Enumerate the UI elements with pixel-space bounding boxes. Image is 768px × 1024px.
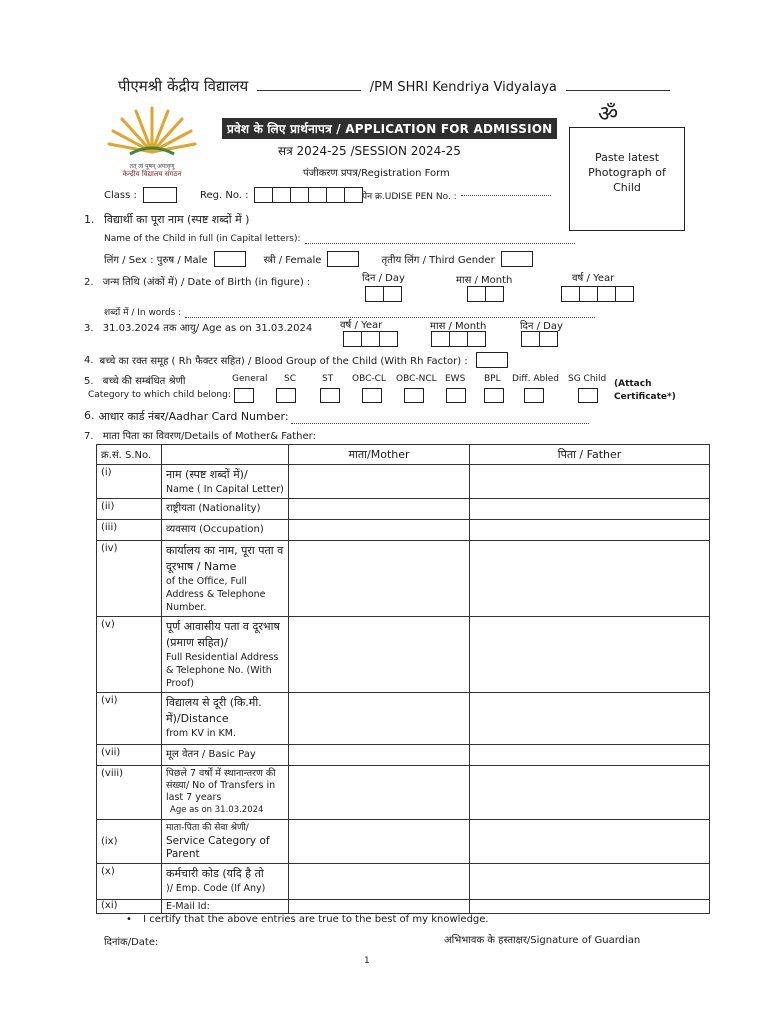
pen-label: पेन क्र.UDISE PEN No. : [362, 192, 457, 202]
category-sc-label: SC [284, 374, 296, 384]
father-name-cell[interactable] [470, 465, 710, 499]
row-label-en: )/ Emp. Code (If Any) [166, 883, 266, 894]
table-row [97, 900, 710, 914]
row-label-en: Service Category of Parent [166, 835, 270, 860]
female-checkbox[interactable] [327, 251, 359, 267]
row-label-hi: पिछले 7 वर्षों में स्थानान्तरण की संख्या/ No of Transfers in last 7 years [166, 768, 276, 803]
row-sno: (xi) [97, 900, 162, 914]
mother-service-cell[interactable] [289, 820, 470, 864]
mother-name-cell[interactable] [289, 465, 470, 499]
mother-address-cell[interactable] [289, 617, 470, 693]
row-label-hi: राष्ट्रीयता (Nationality) [166, 503, 261, 514]
category-diff-abled-label: Diff. Abled [512, 374, 559, 384]
father-service-cell[interactable] [470, 820, 710, 864]
q7-label [84, 428, 316, 442]
reg-label: Reg. No. : [200, 189, 249, 201]
table-row [97, 617, 710, 693]
row-label-en: of the Office, Full Address & Telephone Number. [166, 576, 266, 613]
pen-input[interactable] [461, 195, 551, 196]
sex-male-label: लिंग / Sex : पुरुष / Male [104, 255, 208, 266]
blood-group-input[interactable] [476, 352, 508, 368]
child-name-input[interactable] [305, 234, 575, 244]
q4-field [84, 352, 508, 368]
logo-motto: तत् त्वं पूषन् अपावृणु [129, 163, 175, 170]
q5-label-en: Category to which child belong: [88, 390, 231, 400]
row-label-hi: कार्यालय का नाम, पूरा पता व दूरभाष / Name [166, 544, 284, 573]
aadhar-input[interactable] [291, 409, 589, 424]
q1-name-field [104, 234, 575, 244]
row-label [162, 693, 289, 745]
category-general-checkbox[interactable] [276, 388, 296, 403]
row-sno: (iv) [97, 541, 162, 617]
q2-num: 2. [84, 277, 94, 288]
reg-input[interactable] [255, 187, 363, 203]
table-row [97, 541, 710, 617]
category-obc-ncl-checkbox[interactable] [446, 388, 466, 403]
row-label [162, 820, 289, 864]
reg-field [200, 187, 363, 203]
row-sno: (ii) [97, 499, 162, 520]
q6-num: 6. [84, 409, 95, 422]
row-label [162, 900, 289, 914]
q3-label [84, 320, 312, 334]
row-sno: (x) [97, 864, 162, 900]
header-mother: माता/Mother [289, 445, 470, 465]
table-header-row [97, 445, 710, 465]
dob-day-input[interactable] [366, 286, 402, 302]
row-label-en: from KV in KM. [166, 728, 237, 739]
dob-words-input[interactable] [185, 305, 595, 318]
category-ews-label: EWS [445, 374, 466, 384]
header-title [118, 76, 670, 96]
q1-label-hi [84, 212, 249, 227]
row-sno: (i) [97, 465, 162, 499]
age-day-input[interactable] [522, 331, 558, 347]
q4-label: बच्चे का रक्त समूह ( Rh फैक्टर सहित) / Blood Group of the Child (With Rh Factor) : [99, 356, 468, 367]
table-row [97, 693, 710, 745]
mother-basic-pay-cell[interactable] [289, 745, 470, 766]
category-general-label: General [232, 374, 268, 384]
table-row [97, 745, 710, 766]
sun-emblem-icon [106, 104, 198, 158]
class-field [104, 187, 177, 203]
q7-label-text: माता पिता का विवरण/Details of Mother& Father: [102, 431, 316, 442]
dob-day-label: दिन / Day [362, 273, 405, 284]
father-basic-pay-cell[interactable] [470, 745, 710, 766]
signature-label: अभिभावक के हस्ताक्षर/Signature of Guardian [444, 935, 641, 946]
row-label [162, 499, 289, 520]
category-ews-checkbox[interactable] [484, 388, 504, 403]
row-label-hi: E-Mail Id: [166, 901, 210, 912]
row-label-hi: कर्मचारी कोड (यदि है तो [166, 867, 264, 880]
category-obc-ncl-label: OBC-NCL [396, 374, 437, 384]
father-distance-cell[interactable] [470, 693, 710, 745]
mother-transfers-cell[interactable] [289, 766, 470, 820]
header-sno: क्र.सं. S.No. [97, 445, 162, 465]
q3-label-text: 31.03.2024 तक आयु/ Age as on 31.03.2024 [102, 323, 313, 334]
q5-label-hi-text: बच्चे की सम्बंधित श्रेणी [102, 376, 186, 387]
category-sg-child-label: SG Child [568, 374, 607, 384]
father-emp-code-cell[interactable] [470, 864, 710, 900]
q7-num: 7. [84, 431, 94, 442]
row-label-hi: नाम (स्पष्ट शब्दों में)/ [166, 468, 248, 481]
certify-text: I certify that the above entries are true to the best of my knowledge. [143, 914, 489, 925]
category-bpl-label: BPL [484, 374, 501, 384]
row-sno: (vi) [97, 693, 162, 745]
third-gender-checkbox[interactable] [501, 251, 533, 267]
male-checkbox[interactable] [214, 251, 246, 267]
header-father: पिता / Father [470, 445, 710, 465]
age-year-input[interactable] [344, 331, 398, 347]
q6-field [84, 409, 589, 424]
q2-label [84, 274, 310, 288]
sex-field [104, 251, 533, 267]
row-sno: (iii) [97, 520, 162, 541]
q5-label-hi [84, 373, 185, 387]
pen-field [362, 189, 551, 202]
parent-details-table [96, 444, 710, 914]
table-row [97, 766, 710, 820]
row-label [162, 617, 289, 693]
q3-num: 3. [84, 323, 94, 334]
dob-words-label: शब्दों में / In words : [104, 308, 182, 318]
attach-certificate-note: (Attach Certificate*) [614, 379, 676, 402]
table-row [97, 499, 710, 520]
age-month-label: मास / Month [430, 321, 487, 332]
row-sno: (ix) [97, 820, 162, 864]
category-obc-cl-checkbox[interactable] [404, 388, 424, 403]
mother-distance-cell[interactable] [289, 693, 470, 745]
third-gender-label: तृतीय लिंग / Third Gender [381, 255, 495, 266]
header-title-hi: पीएमश्री केंद्रीय विद्यालय [118, 77, 249, 95]
father-email-cell[interactable] [470, 900, 710, 914]
age-year-label: वर्ष / Year [340, 320, 383, 331]
kvs-logo [106, 104, 198, 180]
table-row [97, 820, 710, 864]
table-row [97, 465, 710, 499]
row-label [162, 520, 289, 541]
header-field [162, 445, 289, 465]
row-label-en: Name ( In Capital Letter) [166, 484, 284, 495]
school-place-line[interactable] [566, 90, 670, 91]
category-sc-checkbox[interactable] [320, 388, 340, 403]
row-sno: (vii) [97, 745, 162, 766]
row-label-hi: विद्यालय से दूरी (कि.मी. में)/Distance [166, 696, 262, 725]
class-input[interactable] [143, 187, 177, 203]
dob-month-input[interactable] [468, 286, 504, 302]
header-title-en: /PM SHRI Kendriya Vidyalaya [369, 80, 557, 95]
category-obc-cl-label: OBC-CL [352, 374, 386, 384]
category-bpl-checkbox[interactable] [524, 388, 544, 403]
row-label [162, 745, 289, 766]
father-address-cell[interactable] [470, 617, 710, 693]
dob-year-input[interactable] [562, 286, 634, 302]
dob-year-label: वर्ष / Year [572, 273, 615, 284]
certification [126, 914, 489, 925]
logo-caption: केन्द्रीय विद्यालय संगठन [122, 170, 182, 178]
school-name-line[interactable] [257, 90, 361, 91]
q5-num: 5. [84, 376, 94, 387]
row-label-en: Full Residential Address & Telephone No. (With Proof) [166, 652, 279, 689]
q1-label-en: Name of the Child in full (in Capital letters): [104, 234, 301, 244]
mother-email-cell[interactable] [289, 900, 470, 914]
row-label [162, 465, 289, 499]
q1-label-hi-text: विद्यार्थी का पूरा नाम (स्पष्ट शब्दों में ) [104, 213, 250, 226]
row-label [162, 541, 289, 617]
pm-shri-logo [598, 98, 618, 128]
row-label-hi: मूल वेतन / Basic Pay [166, 749, 256, 760]
q6-label: आधार कार्ड नंबर/Aadhar Card Number: [98, 410, 289, 423]
q2-label-text: जन्म तिथि (अंकों में) / Date of Birth (in figure) : [102, 277, 311, 288]
form-name: पंजीकरण प्रपत्र/Registration Form [303, 168, 450, 179]
category-st-checkbox[interactable] [362, 388, 382, 403]
father-nationality-cell[interactable] [470, 499, 710, 520]
row-label [162, 864, 289, 900]
q4-num: 4. [84, 354, 94, 366]
page-number: 1 [364, 956, 370, 966]
form-banner: प्रवेश के लिए प्रार्थनापत्र / APPLICATION FOR ADMISSION [222, 118, 557, 139]
session-text: सत्र 2024-25 /SESSION 2024-25 [278, 144, 461, 158]
mother-emp-code-cell[interactable] [289, 864, 470, 900]
row-label [162, 766, 289, 820]
table-row [97, 520, 710, 541]
row-label-en: Age as on 31.03.2024 [170, 805, 264, 815]
class-label: Class : [104, 189, 137, 201]
row-sno: (viii) [97, 766, 162, 820]
age-month-input[interactable] [432, 331, 486, 347]
category-checkbox-pre[interactable] [234, 388, 254, 403]
father-transfers-cell[interactable] [470, 766, 710, 820]
mother-office-cell[interactable] [289, 541, 470, 617]
father-office-cell[interactable] [470, 541, 710, 617]
date-label: दिनांक/Date: [104, 937, 159, 948]
photo-box-text: Paste latest Photograph of Child [588, 151, 666, 194]
photo-box[interactable] [569, 127, 685, 231]
female-label: स्त्री / Female [263, 255, 322, 266]
row-label-hi: पूर्ण आवासीय पता व दूरभाष (प्रमाण सहित)/ [166, 620, 280, 649]
category-st-label: ST [322, 374, 334, 384]
table-row [97, 864, 710, 900]
row-label-hi: माता-पिता की सेवा श्रेणी/ [166, 823, 249, 833]
row-label-hi: व्यवसाय (Occupation) [166, 524, 264, 535]
mother-nationality-cell[interactable] [289, 499, 470, 520]
age-day-label: दिन / Day [520, 321, 563, 332]
q1-num: 1. [84, 213, 95, 226]
mother-occupation-cell[interactable] [289, 520, 470, 541]
pm-shri-mark: ॐ [598, 102, 619, 127]
category-sg-child-checkbox[interactable] [578, 388, 598, 403]
row-sno: (v) [97, 617, 162, 693]
bullet-icon: • [126, 914, 132, 925]
father-occupation-cell[interactable] [470, 520, 710, 541]
dob-month-label: मास / Month [456, 275, 513, 286]
